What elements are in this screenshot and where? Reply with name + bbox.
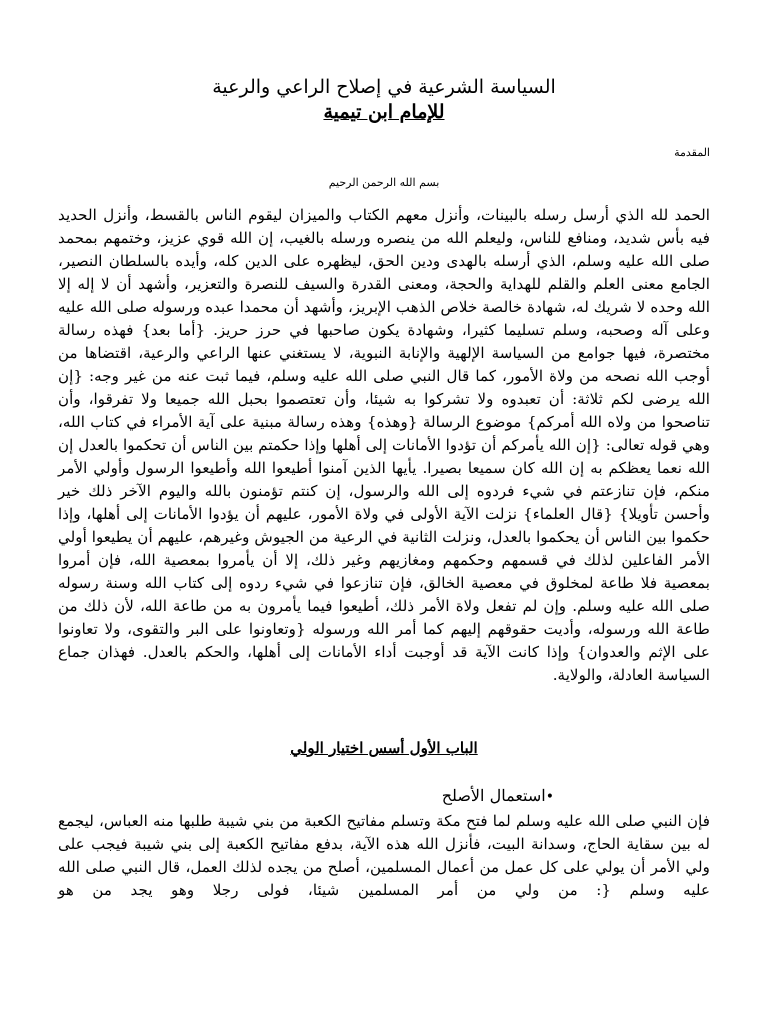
chapter-paragraph: فإن النبي صلى الله عليه وسلم لما فتح مكة وتسلم مفاتيح الكعبة من بني شيبة طلبها منه العباس، ليجمع له بين سقاية الحاج، وسدانة البيت، فأنزل الله هذه الآية، بدفع مفاتيح الكعبة إلى بني شيبة فيجب على ولي الأمر أن يولي على كل عمل من أعمال المسلمين، أصلح من يجده لذلك العمل، قال النبي صلى الله عليه وسلم {: من ولي من أمر المسلمين شيئا، فولى رجلا وهو يجد من هو — [58, 812, 710, 899]
chapter-title: الباب الأول أسس اختيار الولي — [290, 739, 478, 757]
document-title: السياسة الشرعية في إصلاح الراعي والرعية — [212, 76, 556, 98]
document-author: للإمام ابن تيمية — [323, 101, 445, 123]
basmala: بسم الله الرحمن الرحيم — [328, 176, 440, 189]
bullet-text: استعمال الأصلح — [441, 786, 546, 805]
bullet-item — [58, 785, 710, 808]
intro-paragraph: الحمد لله الذي أرسل رسله بالبينات، وأنزل معهم الكتاب والميزان ليقوم الناس بالقسط، وأنزل الحديد فيه بأس شديد، ومنافع للناس، وليعلم الله من ينصره ورسله بالغيب، إن الله قوي عزيز، وختمهم بمحمد صلى الله عليه وسلم، الذي أرسله بالهدى ودين الحق، ليظهره على الدين كله، وأيده بالسلطان النصير، الجامع معنى العلم والقلم للهداية والحجة، ومعنى القدرة والسيف للنصرة والتعزير، وأشهد أن لا إله إلا الله وحده لا شريك له، شهادة خالصة خلاص الذهب الإبريز، وأشهد أن محمدا عبده ورسوله صلى الله عليه وعلى آله وصحبه، وسلم تسليما كثيرا، وشهادة يكون صاحبها في حرز حريز. {أما بعد} فهذه رسالة مختصرة، فيها جوامع من السياسة الإلهية والإنابة النبوية، لا يستغني عنها الراعي والرعية، اقتضاها من أوجب الله نصحه من ولاة الأمور، كما قال النبي صلى الله عليه وسلم، فيما ثبت عنه من غير وجه: {إن الله يرضى لكم ثلاثة: أن تعبدوه ولا تشركوا به شيئا، وأن تعتصموا بحبل الله جميعا ولا تفرقوا، وأن تناصحوا من ولاه الله أمركم} موضوع الرسالة {وهذه} وهذه رسالة مبنية على آية الأمراء في كتاب الله، وهي قوله تعالى: {إن الله يأمركم أن تؤدوا الأمانات إلى أهلها وإذا حكمتم بين الناس أن تحكموا بالعدل إن الله نعما يعظكم به إن الله كان سميعا بصيرا. يأيها الذين آمنوا أطيعوا الله وأطيعوا الرسول وأولي الأمر منكم، فإن تنازعتم في شيء فردوه إلى الله والرسول، إن كنتم تؤمنون بالله واليوم الآخر ذلك خير وأحسن تأويلا} {قال العلماء} نزلت الآية الأولى في ولاة الأمور، عليهم أن يؤدوا الأمانات إلى أهلها، وإذا حكموا بين الناس أن يحكموا بالعدل، ونزلت الثانية في الرعية من الجيوش وغيرهم، عليهم أن يطيعوا أولي الأمر الفاعلين لذلك في قسمهم وحكمهم ومغازيهم وغير ذلك، إلا أن يأمروا بمعصية الله، فإن أمروا بمعصية فلا طاعة لمخلوق في معصية الخالق، فإن تنازعوا في شيء ردوه إلى كتاب الله وسنة رسوله صلى الله عليه وسلم. وإن لم تفعل ولاة الأمر ذلك، أطيعوا فيما يأمرون به من طاعة الله، لأن ذلك من طاعة الله ورسوله، وأديت حقوقهم إليهم كما أمر الله ورسوله {وتعاونوا على البر والتقوى، ولا تعاونوا على الإثم والعدوان} وإذا كانت الآية قد أوجبت أداء الأمانات إلى أهلها، والحكم بالعدل. فهذان جماع السياسة العادلة، والولاية. — [58, 206, 710, 684]
intro-label: المقدمة — [674, 146, 710, 159]
bullet-icon: • — [545, 789, 554, 805]
